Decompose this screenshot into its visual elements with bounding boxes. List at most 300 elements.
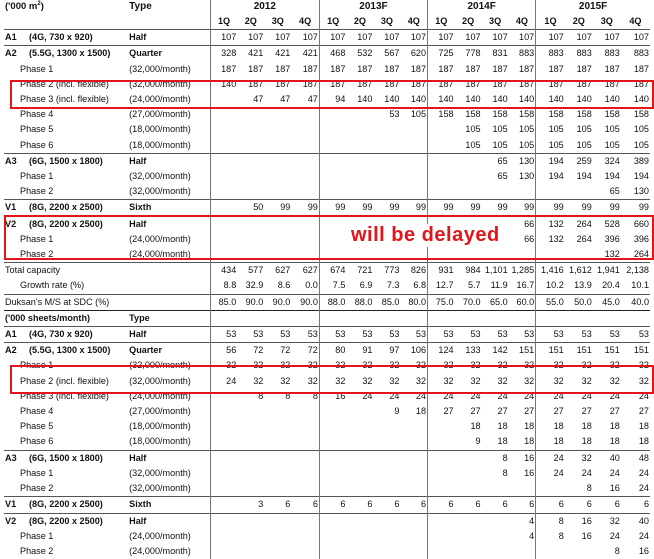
value-cell [210,404,237,419]
row-type: Sixth [128,497,210,513]
value-cell [210,138,237,154]
value-cell [210,216,237,232]
value-cell: 107 [621,30,650,46]
value-cell: 1,416 [536,263,565,279]
value-cell [346,153,373,169]
quarter-header: 4Q [299,16,312,26]
blank-cell [536,310,565,326]
unit-close: ) [40,1,44,12]
value-cell [428,419,455,434]
table-row [4,169,650,184]
row-type: Half [128,30,210,46]
blank-cell [264,310,291,326]
value-cell: 97 [373,343,400,359]
value-cell: 725 [428,46,455,62]
value-cell [264,122,291,137]
line-code: A1 [5,32,17,43]
line-code: A3 [5,452,17,463]
row-type: Half [128,450,210,466]
value-cell: 4 [509,513,536,529]
value-cell: 105 [465,124,481,135]
value-cell: 158 [428,107,455,122]
value-cell: 90.0 [291,294,319,310]
value-cell [237,529,264,544]
value-cell: 94 [319,92,346,107]
value-cell: 107 [319,30,346,46]
value-cell [455,450,482,466]
value-cell: 6.9 [359,280,373,291]
value-cell [346,513,373,529]
value-cell [291,184,319,200]
value-cell: 32.9 [245,280,264,291]
value-cell: 151 [621,343,650,359]
value-cell [237,513,264,529]
value-cell: 194 [633,171,649,182]
value-cell: 6.8 [413,280,427,291]
value-cell: 8 [536,529,565,544]
blank-cell [128,14,210,30]
table-row [4,343,650,359]
value-cell [237,216,264,232]
value-cell [319,153,346,169]
line-spec: (8G, 2200 x 2500) [29,202,103,213]
value-cell: 27 [524,406,535,417]
table-row [4,497,650,513]
value-cell: 53 [509,327,536,343]
row-label: Phase 1 [20,63,54,74]
value-cell [319,513,346,529]
value-cell: 53 [319,327,346,343]
value-cell: 158 [519,109,535,120]
table-row [4,46,650,62]
quarter-header-row [4,14,650,30]
type-column-header: Type [129,1,152,12]
value-cell: 18 [638,421,649,432]
value-cell [210,529,237,544]
value-cell [237,107,264,122]
value-cell [536,184,565,200]
row-type: (24,000/month) [129,94,191,105]
value-cell: 0.0 [305,280,318,291]
table-row [4,278,650,294]
table-row [4,30,650,46]
quarter-header: 4Q [629,16,642,26]
value-cell: 53 [210,327,237,343]
value-cell: 187 [633,63,649,74]
value-cell: 396 [633,233,649,244]
value-cell [400,529,427,544]
row-label [4,30,128,46]
table-row [4,232,650,247]
value-cell: 187 [302,78,318,89]
value-cell [428,513,455,529]
value-cell: 421 [237,46,264,62]
value-cell [237,169,264,184]
value-cell: 50 [237,200,264,216]
value-cell: 24 [581,390,592,401]
value-cell: 140 [210,77,237,92]
row-label: Phase 5 [20,124,54,135]
value-cell [509,481,536,497]
value-cell: 18 [415,406,427,417]
quarter-header: 1Q [536,14,565,30]
value-cell [400,169,427,184]
value-cell [264,169,291,184]
value-cell: 18 [609,436,620,447]
value-cell: 32 [428,358,455,373]
quarter-header: 3Q [489,16,502,26]
row-type: Half [128,327,210,343]
value-cell [237,466,264,481]
blank-cell [621,310,650,326]
value-cell: 32 [524,375,535,386]
row-type: (32,000/month) [129,171,191,182]
value-cell: 105 [604,139,620,150]
value-cell: 99 [509,200,536,216]
row-label: Phase 2 [20,186,54,197]
value-cell: 107 [428,30,455,46]
value-cell: 53 [346,327,373,343]
value-cell: 8 [536,513,565,529]
value-cell: 18 [536,419,565,434]
section2-header-row [4,310,650,326]
value-cell [346,169,373,184]
value-cell [346,544,373,559]
value-cell [291,513,319,529]
value-cell [319,169,346,184]
value-cell [565,184,593,200]
value-cell: 32 [389,360,400,371]
value-cell [319,138,346,154]
value-cell: 18 [497,421,508,432]
value-cell: 389 [621,153,650,169]
value-cell: 40 [621,513,650,529]
value-cell: 187 [604,78,620,89]
value-cell: 27 [638,406,649,417]
value-cell [210,200,237,216]
table-row [4,466,650,481]
value-cell: 187 [384,63,400,74]
value-cell [373,513,400,529]
value-cell: 264 [633,249,649,260]
value-cell [237,481,264,497]
quarter-header: 3Q [271,16,284,26]
value-cell: 72 [264,343,291,359]
value-cell: 107 [455,30,482,46]
value-cell: 721 [346,263,373,279]
value-cell: 91 [346,343,373,359]
value-cell [400,466,427,481]
value-cell: 627 [291,263,319,279]
value-cell: 18 [609,421,620,432]
value-cell: 324 [593,153,621,169]
line-code: V1 [5,499,17,510]
value-cell: 6 [621,497,650,513]
value-cell: 70.0 [455,294,482,310]
row-type: (32,000/month) [129,360,191,371]
value-cell [210,92,237,107]
value-cell: 65 [609,186,620,197]
value-cell: 620 [400,46,427,62]
row-type: (27,000/month) [129,109,191,120]
row-type: Quarter [128,343,210,359]
line-code: V2 [5,515,17,526]
value-cell: 55.0 [536,294,565,310]
value-cell: 105 [604,124,620,135]
value-cell [291,481,319,497]
value-cell [428,122,455,137]
row-type [128,263,210,279]
value-cell: 8 [502,467,508,478]
value-cell [210,513,237,529]
value-cell [210,419,237,434]
value-cell: 883 [593,46,621,62]
value-cell: 75.0 [428,294,455,310]
value-cell [319,404,346,419]
value-cell: 32 [638,375,649,386]
value-cell [400,419,427,434]
value-cell: 6 [346,497,373,513]
row-type: (32,000/month) [129,78,191,89]
row-label: Phase 3 (incl. flexible) [20,94,109,105]
table-row [4,184,650,200]
value-cell [291,153,319,169]
value-cell [237,419,264,434]
line-spec: (5.5G, 1300 x 1500) [29,345,111,356]
value-cell: 158 [492,109,508,120]
row-label [4,450,128,466]
value-cell [482,513,509,529]
value-cell: 32 [581,360,592,371]
line-spec: (4G, 730 x 920) [29,329,93,340]
quarter-header: 3Q [380,16,394,26]
value-cell: 40.0 [621,294,650,310]
value-cell [346,122,373,137]
row-label [4,497,128,513]
value-cell [482,184,509,200]
table-row [4,419,650,434]
value-cell [237,404,264,419]
value-cell [509,544,536,559]
row-type: Half [128,216,210,232]
value-cell [264,247,291,263]
value-cell: 140 [410,94,427,105]
value-cell: 421 [264,46,291,62]
value-cell: 140 [536,92,565,107]
row-label: Phase 1 [20,530,54,541]
line-code: V1 [5,202,17,213]
table-row [4,544,650,559]
value-cell [264,232,291,247]
value-cell: 18 [536,434,565,450]
quarter-header: 4Q [407,16,420,26]
blank-cell [319,310,346,326]
blank-cell [565,310,593,326]
value-cell [210,466,237,481]
value-cell [428,466,455,481]
value-cell [291,122,319,137]
value-cell: 66 [524,233,535,244]
row-type: Sixth [128,200,210,216]
row-label [4,200,128,216]
line-spec: (8G, 2200 x 2500) [29,218,103,229]
value-cell: 107 [291,30,319,46]
row-label: Phase 2 (incl. flexible) [20,78,109,89]
value-cell: 24 [470,390,481,401]
value-cell: 124 [428,343,455,359]
value-cell: 132 [604,249,620,260]
value-cell: 6 [319,497,346,513]
value-cell: 88.0 [346,294,373,310]
value-cell [400,184,427,200]
value-cell [237,434,264,450]
value-cell [346,529,373,544]
table-row [4,77,650,92]
value-cell [509,184,536,200]
value-cell [210,434,237,450]
value-cell: 32 [470,360,481,371]
year-header-row [4,0,650,14]
value-cell: 8 [312,390,318,401]
value-cell: 158 [576,109,592,120]
value-cell: 532 [346,46,373,62]
value-cell: 831 [482,46,509,62]
value-cell: 107 [210,30,237,46]
value-cell: 32 [565,450,593,466]
capacity-table [4,0,650,559]
value-cell: 105 [536,138,565,154]
value-cell: 99 [593,200,621,216]
value-cell: 32 [253,360,264,371]
row-type: (18,000/month) [129,124,191,135]
value-cell: 627 [264,263,291,279]
value-cell: 72 [291,343,319,359]
value-cell [210,184,237,200]
row-type [128,294,210,310]
value-cell: 8 [586,483,592,494]
value-cell: 105 [576,124,592,135]
table-row [4,374,650,389]
value-cell: 16.7 [516,280,535,291]
value-cell [319,544,346,559]
value-cell: 773 [373,263,400,279]
table-row [4,358,650,373]
row-label [4,216,128,232]
line-spec: (8G, 2200 x 2500) [29,499,103,510]
value-cell [400,434,427,450]
value-cell: 40 [593,450,621,466]
table-row [4,450,650,466]
value-cell: 105 [519,124,535,135]
value-cell [455,184,482,200]
value-cell [210,544,237,559]
row-label: Duksan's M/S at SDC (%) [4,294,128,310]
quarter-header: 4Q [515,16,528,26]
value-cell: 32 [428,374,455,389]
value-cell: 18 [470,421,481,432]
value-cell [210,450,237,466]
value-cell: 5.7 [467,280,481,291]
value-cell: 18 [524,436,535,447]
value-cell [291,216,319,232]
value-cell: 24 [609,530,620,541]
value-cell: 107 [593,30,621,46]
value-cell [536,247,565,263]
value-cell: 140 [357,94,373,105]
value-cell [346,419,373,434]
value-cell [373,247,400,263]
value-cell: 10.2 [536,278,565,294]
row-label: Phase 1 [20,467,54,478]
value-cell [210,247,237,263]
value-cell: 107 [482,30,509,46]
value-cell [264,107,291,122]
value-cell [291,450,319,466]
row-label: Phase 3 (incl. flexible) [20,390,109,401]
value-cell [455,153,482,169]
value-cell: 27 [609,406,620,417]
value-cell: 47 [307,94,318,105]
value-cell: 53 [291,327,319,343]
row-type: (24,000/month) [129,233,191,244]
value-cell [455,544,482,559]
value-cell: 130 [633,186,649,197]
value-cell: 53 [428,327,455,343]
table-row [4,216,650,232]
value-cell: 24 [415,390,427,401]
value-cell [210,389,237,404]
value-cell: 259 [565,153,593,169]
table-row [4,263,650,279]
table-row [4,122,650,137]
value-cell: 18 [524,421,535,432]
value-cell: 99 [536,200,565,216]
row-type [128,278,210,294]
value-cell [373,122,400,137]
blank-cell [210,310,237,326]
value-cell: 24 [210,374,237,389]
table-row [4,513,650,529]
value-cell: 32 [581,375,592,386]
value-cell: 18 [638,436,649,447]
value-cell [319,247,346,263]
value-cell: 32 [280,360,291,371]
row-type: (24,000/month) [129,530,191,541]
value-cell [210,153,237,169]
value-cell [455,481,482,497]
table-row [4,153,650,169]
value-cell [455,169,482,184]
value-cell: 10.1 [631,280,649,291]
value-cell [319,450,346,466]
value-cell: 99 [482,200,509,216]
value-cell [455,466,482,481]
value-cell: 6 [536,497,565,513]
value-cell: 85.0 [210,294,237,310]
value-cell [291,434,319,450]
value-cell [237,184,264,200]
table-row [4,404,650,419]
value-cell: 158 [465,109,481,120]
value-cell [565,247,593,263]
row-type: Half [128,513,210,529]
row-label: Phase 2 [20,249,54,260]
row-type: (18,000/month) [129,421,191,432]
row-label [4,343,128,359]
value-cell: 187 [465,78,481,89]
row-label [4,327,128,343]
row-type: (24,000/month) [129,545,191,556]
